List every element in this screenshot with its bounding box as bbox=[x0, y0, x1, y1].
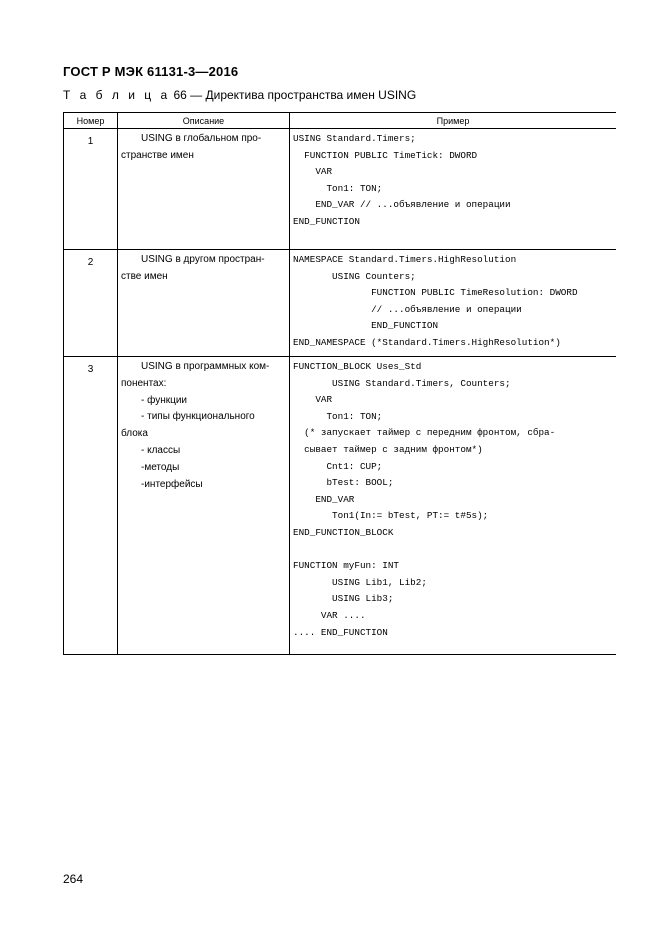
code-line: .... END_FUNCTION bbox=[293, 626, 388, 638]
using-directive-table bbox=[63, 112, 616, 655]
row-description bbox=[118, 250, 290, 357]
description-line: -интерфейсы bbox=[141, 478, 203, 490]
row-example-code bbox=[290, 129, 617, 250]
table-row bbox=[64, 129, 617, 250]
code-line: USING Standard.Timers, Counters; bbox=[293, 377, 511, 389]
code-line: bTest: BOOL; bbox=[293, 477, 394, 489]
description-line: - классы bbox=[141, 444, 181, 456]
code-line: VAR bbox=[293, 394, 333, 406]
description-line: стве имен bbox=[121, 270, 168, 282]
description-line: USING в программных ком- bbox=[141, 361, 270, 372]
code-line: USING Counters; bbox=[293, 270, 416, 282]
code-line: VAR .... bbox=[293, 609, 366, 621]
description-line: -методы bbox=[141, 461, 180, 473]
code-line: FUNCTION myFun: INT bbox=[293, 560, 400, 572]
code-line: Ton1(In:= bTest, PT:= t#5s); bbox=[293, 510, 489, 522]
row-number: 1 bbox=[64, 129, 118, 250]
description-line: странстве имен bbox=[121, 149, 194, 161]
table-caption-text: 66 — Директива пространства имен USING bbox=[170, 88, 417, 102]
row-description bbox=[118, 129, 290, 250]
code-line: END_VAR // ...объявление и операции bbox=[293, 199, 511, 211]
code-line: (* запускает таймер с передним фронтом, сбра- bbox=[293, 427, 556, 439]
code-line: USING Lib1, Lib2; bbox=[293, 576, 427, 588]
code-line: NAMESPACE Standard.Timers.HighResolution bbox=[293, 254, 517, 265]
row-example-code bbox=[290, 250, 617, 357]
table-row bbox=[64, 357, 617, 655]
code-line bbox=[293, 542, 616, 559]
code-line: END_VAR bbox=[293, 493, 355, 505]
table-header-row bbox=[64, 113, 617, 129]
description-line: USING в глобальном про- bbox=[141, 133, 262, 144]
code-line: VAR bbox=[293, 166, 333, 178]
column-header-example: Пример bbox=[290, 113, 617, 129]
document-header: ГОСТ Р МЭК 61131-3—2016 bbox=[63, 64, 239, 79]
code-line: END_FUNCTION bbox=[293, 320, 439, 332]
column-header-number: Номер bbox=[64, 113, 118, 129]
code-line: END_NAMESPACE (*Standard.Timers.HighResolution*) bbox=[293, 336, 561, 348]
code-line: сывает таймер с задним фронтом*) bbox=[293, 443, 483, 455]
code-line: Ton1: TON; bbox=[293, 182, 383, 194]
row-description bbox=[118, 357, 290, 655]
code-line: END_FUNCTION_BLOCK bbox=[293, 526, 394, 538]
description-line: - функции bbox=[141, 394, 188, 406]
description-line: понентах: bbox=[121, 377, 167, 389]
code-line: END_FUNCTION bbox=[293, 215, 360, 227]
code-line: Cnt1: CUP; bbox=[293, 460, 383, 472]
code-line: FUNCTION PUBLIC TimeResolution: DWORD bbox=[293, 287, 578, 299]
row-example-code bbox=[290, 357, 617, 655]
code-line: FUNCTION PUBLIC TimeTick: DWORD bbox=[293, 149, 478, 161]
table-row bbox=[64, 250, 617, 357]
code-line: Ton1: TON; bbox=[293, 410, 383, 422]
code-line: // ...объявление и операции bbox=[293, 303, 522, 315]
code-line: USING Standard.Timers; bbox=[293, 133, 416, 144]
description-line: - типы функционального bbox=[141, 411, 255, 423]
code-line: USING Lib3; bbox=[293, 593, 394, 605]
code-line: FUNCTION_BLOCK Uses_Std bbox=[293, 361, 422, 372]
row-number: 3 bbox=[64, 357, 118, 655]
column-header-description: Описание bbox=[118, 113, 290, 129]
page-number: 264 bbox=[63, 872, 84, 886]
table-caption-label: Т а б л и ц а bbox=[63, 88, 171, 102]
description-line: USING в другом простран- bbox=[141, 254, 265, 265]
description-line: блока bbox=[121, 428, 148, 440]
row-number: 2 bbox=[64, 250, 118, 357]
table-caption bbox=[63, 88, 416, 102]
